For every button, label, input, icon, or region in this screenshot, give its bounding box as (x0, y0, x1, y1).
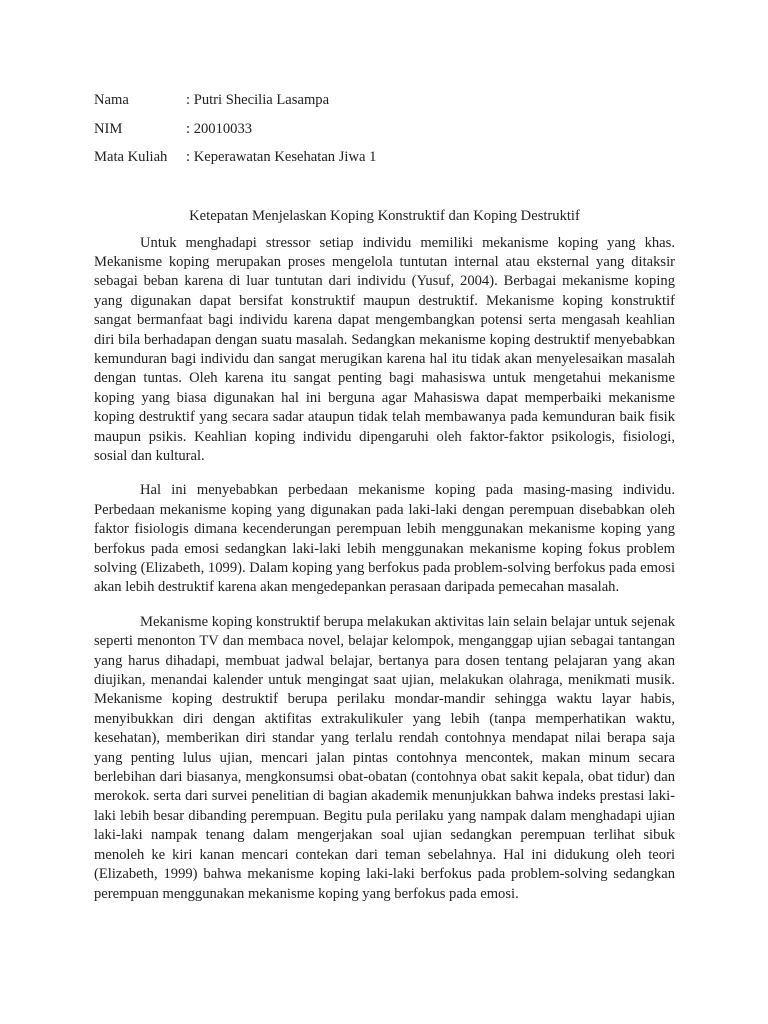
identity-row-course (94, 143, 675, 172)
identity-label: Nama (94, 92, 129, 108)
identity-value: : Keperawatan Kesehatan Jiwa 1 (186, 149, 377, 165)
identity-value: : 20010033 (186, 120, 253, 137)
body-paragraph: Untuk menghadapi stressor setiap individu memiliki mekanisme koping yang khas. Mekanisme koping merupakan proses mengelola tuntutan internal atau eksternal yang ditaksir sebagai beban karena di luar tuntutan dari individu (Yusuf, 2004). Berbagai mekanisme koping yang digunakan dapat bersifat konstruktif maupun destruktif. Mekanisme koping konstruktif sangat bermanfaat bagi individu karena dapat mengembangkan potensi serta mengasah keahlian diri bila berhadapan dengan suatu masalah. Sedangkan mekanisme koping destruktif menyebabkan kemunduran bagi individu dan sangat merugikan karena hal itu tidak akan menyelesaikan masalah dengan tuntas. Oleh karena itu sangat penting bagi mahasiswa untuk mengetahui mekanisme koping yang biasa digunakan hal ini berguna agar Mahasiswa dapat memperbaiki mekanisme koping destruktif yang secara sadar ataupun tidak telah membawanya pada kemunduran baik fisik maupun psikis. Keahlian koping individu dipengaruhi oleh faktor-faktor psikologis, fisiologi, sosial dan kultural. (94, 234, 675, 464)
body-paragraph: Mekanisme koping konstruktif berupa melakukan aktivitas lain selain belajar untuk sejenak seperti menonton TV dan membaca novel, belajar kelompok, menganggap ujian sebagai tantangan yang harus dihadapi, membuat jadwal belajar, bertanya para dosen tentang pelajaran yang akan diujikan, menandai kalender untuk mengingat saat ujian, melakukan olahraga, menikmati musik. Mekanisme koping destruktif berupa perilaku mondar-mandir sehingga waktu layar habis, menyibukkan diri dengan aktifitas extrakulikuler yang lebih (tanpa memperhatikan waktu, kesehatan), memberikan diri standar yang terlalu rendah contohnya mendapat nilai berapa saja yang penting lulus ujian, mencari jalan pintas contohnya mencontek, makan minum secara berlebihan dari biasanya, mengkonsumsi obat-obatan (contohnya obat sakit kepala, obat tidur) dan merokok. serta dari survei penelitian di bagian akademik menunjukkan bahwa indeks prestasi laki-laki lebih besar dibanding perempuan. Begitu pula perilaku yang nampak dalam menghadapi ujian laki-laki nampak tenang dalam mengerjakan soal ujian sedangkan perempuan terlihat sibuk menoleh ke kiri kanan mencari contekan dari teman sebelahnya. Hal ini didukung oleh teori (Elizabeth, 1999) bahwa mekanisme koping laki-laki berfokus pada problem-solving sedangkan perempuan menggunakan mekanisme koping yang berfokus pada emosi. (94, 613, 675, 902)
identity-value: : Putri Shecilia Lasampa (186, 92, 330, 108)
document-title: Ketepatan Menjelaskan Koping Konstruktif dan Koping Destruktif (189, 207, 580, 224)
identity-label: NIM (94, 120, 123, 137)
identity-header (94, 86, 675, 172)
body-paragraph: Hal ini menyebabkan perbedaan mekanisme koping pada masing-masing individu. Perbedaan mekanisme koping yang digunakan pada laki-laki dengan perempuan disebabkan oleh faktor fisiologis dimana kecenderungan perempuan lebih menggunakan mekanisme koping yang berfokus pada emosi sedangkan laki-laki lebih menggunakan mekanisme koping fokus problem solving (Elizabeth, 1099). Dalam koping yang berfokus pada problem-solving berfokus pada emosi akan lebih destruktif karena akan mengedepankan perasaan daripada pemecahan masalah. (94, 482, 675, 596)
identity-label: Mata Kuliah (94, 149, 168, 165)
identity-row-name (94, 86, 675, 115)
identity-row-nim (94, 115, 675, 144)
